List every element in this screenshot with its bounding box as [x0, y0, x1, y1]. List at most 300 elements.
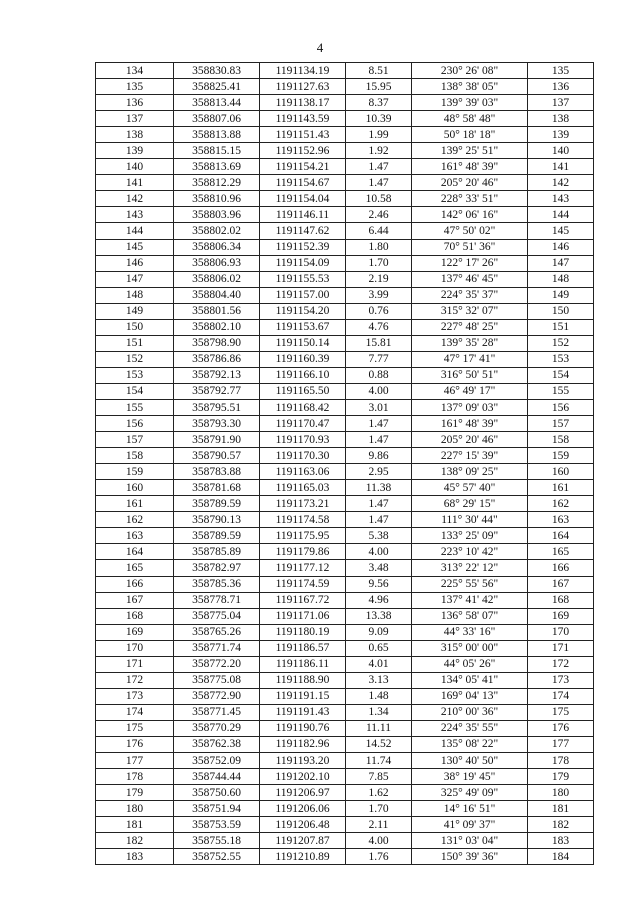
- point-number-cell: 135: [96, 79, 174, 95]
- table-row: [96, 656, 594, 672]
- point-number-cell: 169: [96, 624, 174, 640]
- bearing-cell: 46° 49' 17": [412, 383, 528, 399]
- y-coordinate-cell: 1191167.72: [260, 592, 346, 608]
- y-coordinate-cell: 1191154.67: [260, 175, 346, 191]
- point-number-cell: 172: [96, 672, 174, 688]
- next-point-cell: 158: [528, 432, 594, 448]
- bearing-cell: 45° 57' 40": [412, 480, 528, 496]
- point-number-cell: 176: [96, 736, 174, 752]
- table-row: [96, 769, 594, 785]
- bearing-cell: 169° 04' 13": [412, 688, 528, 704]
- distance-cell: 13.38: [346, 608, 412, 624]
- table-row: [96, 528, 594, 544]
- table-row: [96, 624, 594, 640]
- table-row: [96, 335, 594, 351]
- table-row: [96, 704, 594, 720]
- table-row: [96, 383, 594, 399]
- next-point-cell: 136: [528, 79, 594, 95]
- next-point-cell: 150: [528, 303, 594, 319]
- table-row: [96, 416, 594, 432]
- table-row: [96, 432, 594, 448]
- bearing-cell: 139° 39' 03": [412, 95, 528, 111]
- next-point-cell: 167: [528, 576, 594, 592]
- table-row: [96, 287, 594, 303]
- y-coordinate-cell: 1191202.10: [260, 769, 346, 785]
- table-row: [96, 817, 594, 833]
- next-point-cell: 165: [528, 544, 594, 560]
- next-point-cell: 147: [528, 255, 594, 271]
- point-number-cell: 141: [96, 175, 174, 191]
- next-point-cell: 171: [528, 640, 594, 656]
- bearing-cell: 14° 16' 51": [412, 801, 528, 817]
- distance-cell: 15.81: [346, 335, 412, 351]
- x-coordinate-cell: 358810.96: [174, 191, 260, 207]
- x-coordinate-cell: 358812.29: [174, 175, 260, 191]
- x-coordinate-cell: 358785.89: [174, 544, 260, 560]
- x-coordinate-cell: 358825.41: [174, 79, 260, 95]
- x-coordinate-cell: 358786.86: [174, 351, 260, 367]
- distance-cell: 1.48: [346, 688, 412, 704]
- x-coordinate-cell: 358806.34: [174, 239, 260, 255]
- distance-cell: 4.76: [346, 319, 412, 335]
- y-coordinate-cell: 1191138.17: [260, 95, 346, 111]
- point-number-cell: 149: [96, 303, 174, 319]
- x-coordinate-cell: 358765.26: [174, 624, 260, 640]
- distance-cell: 1.99: [346, 127, 412, 143]
- table-row: [96, 367, 594, 383]
- next-point-cell: 157: [528, 416, 594, 432]
- next-point-cell: 151: [528, 319, 594, 335]
- point-number-cell: 142: [96, 191, 174, 207]
- y-coordinate-cell: 1191154.21: [260, 159, 346, 175]
- bearing-cell: 134° 05' 41": [412, 672, 528, 688]
- next-point-cell: 160: [528, 464, 594, 480]
- point-number-cell: 136: [96, 95, 174, 111]
- x-coordinate-cell: 358752.55: [174, 849, 260, 865]
- bearing-cell: 205° 20' 46": [412, 175, 528, 191]
- next-point-cell: 155: [528, 383, 594, 399]
- next-point-cell: 178: [528, 753, 594, 769]
- table-row: [96, 560, 594, 576]
- table-row: [96, 399, 594, 415]
- distance-cell: 1.47: [346, 496, 412, 512]
- table-row: [96, 207, 594, 223]
- bearing-cell: 135° 08' 22": [412, 736, 528, 752]
- distance-cell: 1.34: [346, 704, 412, 720]
- distance-cell: 1.92: [346, 143, 412, 159]
- bearing-cell: 111° 30' 44": [412, 512, 528, 528]
- bearing-cell: 150° 39' 36": [412, 849, 528, 865]
- next-point-cell: 177: [528, 736, 594, 752]
- y-coordinate-cell: 1191191.15: [260, 688, 346, 704]
- x-coordinate-cell: 358782.97: [174, 560, 260, 576]
- y-coordinate-cell: 1191210.89: [260, 849, 346, 865]
- distance-cell: 0.76: [346, 303, 412, 319]
- bearing-cell: 325° 49' 09": [412, 785, 528, 801]
- bearing-cell: 137° 41' 42": [412, 592, 528, 608]
- table-row: [96, 111, 594, 127]
- next-point-cell: 138: [528, 111, 594, 127]
- next-point-cell: 146: [528, 239, 594, 255]
- x-coordinate-cell: 358815.15: [174, 143, 260, 159]
- table-row: [96, 448, 594, 464]
- distance-cell: 3.01: [346, 399, 412, 415]
- x-coordinate-cell: 358751.94: [174, 801, 260, 817]
- point-number-cell: 171: [96, 656, 174, 672]
- x-coordinate-cell: 358803.96: [174, 207, 260, 223]
- y-coordinate-cell: 1191151.43: [260, 127, 346, 143]
- distance-cell: 2.46: [346, 207, 412, 223]
- y-coordinate-cell: 1191174.58: [260, 512, 346, 528]
- bearing-cell: 68° 29' 15": [412, 496, 528, 512]
- point-number-cell: 144: [96, 223, 174, 239]
- next-point-cell: 141: [528, 159, 594, 175]
- point-number-cell: 165: [96, 560, 174, 576]
- x-coordinate-cell: 358807.06: [174, 111, 260, 127]
- x-coordinate-cell: 358801.56: [174, 303, 260, 319]
- point-number-cell: 157: [96, 432, 174, 448]
- distance-cell: 1.47: [346, 159, 412, 175]
- y-coordinate-cell: 1191175.95: [260, 528, 346, 544]
- bearing-cell: 139° 25' 51": [412, 143, 528, 159]
- next-point-cell: 176: [528, 720, 594, 736]
- bearing-cell: 230° 26' 08": [412, 63, 528, 79]
- x-coordinate-cell: 358771.74: [174, 640, 260, 656]
- next-point-cell: 142: [528, 175, 594, 191]
- y-coordinate-cell: 1191171.06: [260, 608, 346, 624]
- x-coordinate-cell: 358806.02: [174, 271, 260, 287]
- next-point-cell: 166: [528, 560, 594, 576]
- table-row: [96, 672, 594, 688]
- distance-cell: 0.88: [346, 367, 412, 383]
- distance-cell: 4.00: [346, 544, 412, 560]
- y-coordinate-cell: 1191157.00: [260, 287, 346, 303]
- point-number-cell: 138: [96, 127, 174, 143]
- point-number-cell: 156: [96, 416, 174, 432]
- next-point-cell: 169: [528, 608, 594, 624]
- point-number-cell: 139: [96, 143, 174, 159]
- table-row: [96, 785, 594, 801]
- x-coordinate-cell: 358813.88: [174, 127, 260, 143]
- table-row: [96, 303, 594, 319]
- distance-cell: 1.70: [346, 255, 412, 271]
- bearing-cell: 48° 58' 48": [412, 111, 528, 127]
- point-number-cell: 174: [96, 704, 174, 720]
- table-row: [96, 127, 594, 143]
- point-number-cell: 183: [96, 849, 174, 865]
- distance-cell: 6.44: [346, 223, 412, 239]
- next-point-cell: 174: [528, 688, 594, 704]
- x-coordinate-cell: 358785.36: [174, 576, 260, 592]
- distance-cell: 2.11: [346, 817, 412, 833]
- x-coordinate-cell: 358770.29: [174, 720, 260, 736]
- distance-cell: 15.95: [346, 79, 412, 95]
- bearing-cell: 228° 33' 51": [412, 191, 528, 207]
- y-coordinate-cell: 1191154.20: [260, 303, 346, 319]
- x-coordinate-cell: 358775.08: [174, 672, 260, 688]
- bearing-cell: 315° 00' 00": [412, 640, 528, 656]
- bearing-cell: 205° 20' 46": [412, 432, 528, 448]
- table-row: [96, 271, 594, 287]
- point-number-cell: 177: [96, 753, 174, 769]
- x-coordinate-cell: 358813.69: [174, 159, 260, 175]
- next-point-cell: 184: [528, 849, 594, 865]
- bearing-cell: 70° 51' 36": [412, 239, 528, 255]
- point-number-cell: 147: [96, 271, 174, 287]
- point-number-cell: 162: [96, 512, 174, 528]
- point-number-cell: 146: [96, 255, 174, 271]
- table-row: [96, 63, 594, 79]
- table-row: [96, 143, 594, 159]
- bearing-cell: 223° 10' 42": [412, 544, 528, 560]
- table-row: [96, 255, 594, 271]
- bearing-cell: 142° 06' 16": [412, 207, 528, 223]
- y-coordinate-cell: 1191154.09: [260, 255, 346, 271]
- distance-cell: 1.47: [346, 512, 412, 528]
- y-coordinate-cell: 1191173.21: [260, 496, 346, 512]
- next-point-cell: 168: [528, 592, 594, 608]
- distance-cell: 9.09: [346, 624, 412, 640]
- next-point-cell: 140: [528, 143, 594, 159]
- x-coordinate-cell: 358778.71: [174, 592, 260, 608]
- bearing-cell: 316° 50' 51": [412, 367, 528, 383]
- bearing-cell: 227° 15' 39": [412, 448, 528, 464]
- x-coordinate-cell: 358789.59: [174, 528, 260, 544]
- distance-cell: 1.47: [346, 175, 412, 191]
- next-point-cell: 153: [528, 351, 594, 367]
- table-row: [96, 464, 594, 480]
- distance-cell: 1.70: [346, 801, 412, 817]
- y-coordinate-cell: 1191188.90: [260, 672, 346, 688]
- next-point-cell: 164: [528, 528, 594, 544]
- x-coordinate-cell: 358802.10: [174, 319, 260, 335]
- y-coordinate-cell: 1191146.11: [260, 207, 346, 223]
- distance-cell: 4.00: [346, 383, 412, 399]
- bearing-cell: 47° 17' 41": [412, 351, 528, 367]
- table-row: [96, 640, 594, 656]
- bearing-cell: 227° 48' 25": [412, 319, 528, 335]
- bearing-cell: 44° 33' 16": [412, 624, 528, 640]
- x-coordinate-cell: 358806.93: [174, 255, 260, 271]
- bearing-cell: 225° 55' 56": [412, 576, 528, 592]
- table-row: [96, 688, 594, 704]
- next-point-cell: 156: [528, 399, 594, 415]
- table-row: [96, 191, 594, 207]
- x-coordinate-cell: 358755.18: [174, 833, 260, 849]
- table-row: [96, 319, 594, 335]
- next-point-cell: 162: [528, 496, 594, 512]
- y-coordinate-cell: 1191170.47: [260, 416, 346, 432]
- distance-cell: 4.01: [346, 656, 412, 672]
- bearing-cell: 133° 25' 09": [412, 528, 528, 544]
- y-coordinate-cell: 1191193.20: [260, 753, 346, 769]
- coordinates-table-body: [96, 63, 594, 865]
- distance-cell: 0.65: [346, 640, 412, 656]
- bearing-cell: 137° 46' 45": [412, 271, 528, 287]
- table-row: [96, 720, 594, 736]
- next-point-cell: 183: [528, 833, 594, 849]
- distance-cell: 10.39: [346, 111, 412, 127]
- point-number-cell: 148: [96, 287, 174, 303]
- point-number-cell: 152: [96, 351, 174, 367]
- bearing-cell: 139° 35' 28": [412, 335, 528, 351]
- y-coordinate-cell: 1191127.63: [260, 79, 346, 95]
- x-coordinate-cell: 358790.57: [174, 448, 260, 464]
- x-coordinate-cell: 358790.13: [174, 512, 260, 528]
- next-point-cell: 179: [528, 769, 594, 785]
- x-coordinate-cell: 358791.90: [174, 432, 260, 448]
- distance-cell: 11.11: [346, 720, 412, 736]
- table-row: [96, 175, 594, 191]
- distance-cell: 8.51: [346, 63, 412, 79]
- point-number-cell: 179: [96, 785, 174, 801]
- next-point-cell: 149: [528, 287, 594, 303]
- x-coordinate-cell: 358762.38: [174, 736, 260, 752]
- y-coordinate-cell: 1191206.06: [260, 801, 346, 817]
- point-number-cell: 150: [96, 319, 174, 335]
- bearing-cell: 44° 05' 26": [412, 656, 528, 672]
- distance-cell: 3.99: [346, 287, 412, 303]
- y-coordinate-cell: 1191147.62: [260, 223, 346, 239]
- table-row: [96, 833, 594, 849]
- next-point-cell: 161: [528, 480, 594, 496]
- distance-cell: 1.47: [346, 432, 412, 448]
- y-coordinate-cell: 1191134.19: [260, 63, 346, 79]
- distance-cell: 1.76: [346, 849, 412, 865]
- bearing-cell: 41° 09' 37": [412, 817, 528, 833]
- y-coordinate-cell: 1191186.57: [260, 640, 346, 656]
- distance-cell: 2.19: [346, 271, 412, 287]
- point-number-cell: 163: [96, 528, 174, 544]
- distance-cell: 2.95: [346, 464, 412, 480]
- y-coordinate-cell: 1191180.19: [260, 624, 346, 640]
- x-coordinate-cell: 358792.77: [174, 383, 260, 399]
- next-point-cell: 152: [528, 335, 594, 351]
- page-number: 4: [316, 40, 324, 55]
- point-number-cell: 153: [96, 367, 174, 383]
- bearing-cell: 130° 40' 50": [412, 753, 528, 769]
- point-number-cell: 178: [96, 769, 174, 785]
- y-coordinate-cell: 1191206.97: [260, 785, 346, 801]
- distance-cell: 7.77: [346, 351, 412, 367]
- table-row: [96, 576, 594, 592]
- table-row: [96, 753, 594, 769]
- point-number-cell: 161: [96, 496, 174, 512]
- point-number-cell: 170: [96, 640, 174, 656]
- next-point-cell: 135: [528, 63, 594, 79]
- point-number-cell: 145: [96, 239, 174, 255]
- x-coordinate-cell: 358792.13: [174, 367, 260, 383]
- next-point-cell: 148: [528, 271, 594, 287]
- distance-cell: 7.85: [346, 769, 412, 785]
- coordinates-table: [95, 62, 594, 865]
- distance-cell: 1.62: [346, 785, 412, 801]
- x-coordinate-cell: 358830.83: [174, 63, 260, 79]
- y-coordinate-cell: 1191152.39: [260, 239, 346, 255]
- bearing-cell: 224° 35' 37": [412, 287, 528, 303]
- bearing-cell: 313° 22' 12": [412, 560, 528, 576]
- y-coordinate-cell: 1191163.06: [260, 464, 346, 480]
- bearing-cell: 138° 38' 05": [412, 79, 528, 95]
- distance-cell: 8.37: [346, 95, 412, 111]
- y-coordinate-cell: 1191207.87: [260, 833, 346, 849]
- next-point-cell: 139: [528, 127, 594, 143]
- x-coordinate-cell: 358772.90: [174, 688, 260, 704]
- x-coordinate-cell: 358802.02: [174, 223, 260, 239]
- x-coordinate-cell: 358783.88: [174, 464, 260, 480]
- y-coordinate-cell: 1191165.03: [260, 480, 346, 496]
- distance-cell: 14.52: [346, 736, 412, 752]
- x-coordinate-cell: 358798.90: [174, 335, 260, 351]
- bearing-cell: 122° 17' 26": [412, 255, 528, 271]
- point-number-cell: 151: [96, 335, 174, 351]
- y-coordinate-cell: 1191143.59: [260, 111, 346, 127]
- point-number-cell: 155: [96, 399, 174, 415]
- distance-cell: 11.74: [346, 753, 412, 769]
- distance-cell: 4.00: [346, 833, 412, 849]
- distance-cell: 10.58: [346, 191, 412, 207]
- x-coordinate-cell: 358775.04: [174, 608, 260, 624]
- y-coordinate-cell: 1191177.12: [260, 560, 346, 576]
- table-row: [96, 592, 594, 608]
- point-number-cell: 143: [96, 207, 174, 223]
- table-row: [96, 239, 594, 255]
- x-coordinate-cell: 358744.44: [174, 769, 260, 785]
- next-point-cell: 154: [528, 367, 594, 383]
- table-row: [96, 159, 594, 175]
- y-coordinate-cell: 1191170.30: [260, 448, 346, 464]
- point-number-cell: 181: [96, 817, 174, 833]
- point-number-cell: 154: [96, 383, 174, 399]
- point-number-cell: 175: [96, 720, 174, 736]
- bearing-cell: 138° 09' 25": [412, 464, 528, 480]
- distance-cell: 11.38: [346, 480, 412, 496]
- point-number-cell: 140: [96, 159, 174, 175]
- y-coordinate-cell: 1191154.04: [260, 191, 346, 207]
- next-point-cell: 173: [528, 672, 594, 688]
- table-row: [96, 801, 594, 817]
- point-number-cell: 137: [96, 111, 174, 127]
- point-number-cell: 173: [96, 688, 174, 704]
- point-number-cell: 158: [96, 448, 174, 464]
- y-coordinate-cell: 1191152.96: [260, 143, 346, 159]
- y-coordinate-cell: 1191160.39: [260, 351, 346, 367]
- x-coordinate-cell: 358752.09: [174, 753, 260, 769]
- y-coordinate-cell: 1191190.76: [260, 720, 346, 736]
- y-coordinate-cell: 1191170.93: [260, 432, 346, 448]
- distance-cell: 9.86: [346, 448, 412, 464]
- bearing-cell: 136° 58' 07": [412, 608, 528, 624]
- table-row: [96, 544, 594, 560]
- bearing-cell: 38° 19' 45": [412, 769, 528, 785]
- next-point-cell: 175: [528, 704, 594, 720]
- x-coordinate-cell: 358781.68: [174, 480, 260, 496]
- point-number-cell: 168: [96, 608, 174, 624]
- next-point-cell: 163: [528, 512, 594, 528]
- x-coordinate-cell: 358813.44: [174, 95, 260, 111]
- distance-cell: 3.13: [346, 672, 412, 688]
- y-coordinate-cell: 1191165.50: [260, 383, 346, 399]
- next-point-cell: 170: [528, 624, 594, 640]
- point-number-cell: 159: [96, 464, 174, 480]
- y-coordinate-cell: 1191186.11: [260, 656, 346, 672]
- x-coordinate-cell: 358753.59: [174, 817, 260, 833]
- distance-cell: 1.80: [346, 239, 412, 255]
- y-coordinate-cell: 1191155.53: [260, 271, 346, 287]
- y-coordinate-cell: 1191153.67: [260, 319, 346, 335]
- y-coordinate-cell: 1191191.43: [260, 704, 346, 720]
- bearing-cell: 161° 48' 39": [412, 159, 528, 175]
